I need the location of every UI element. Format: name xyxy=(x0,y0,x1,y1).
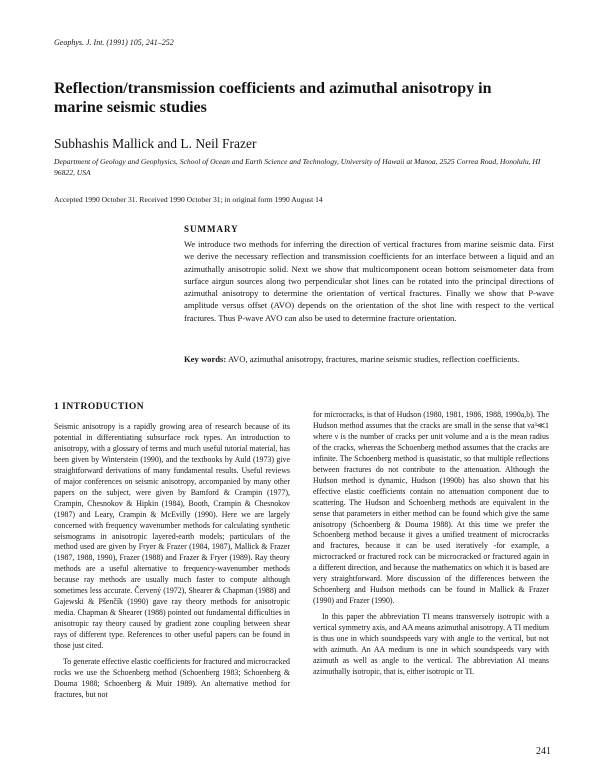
section-heading-introduction: 1 INTRODUCTION xyxy=(54,402,145,412)
right-column xyxy=(313,410,549,678)
article-title: Reflection/transmission coefficients and azimuthal anisotropy in marine seismic studies xyxy=(54,80,492,116)
journal-citation: Geophys. J. Int. (1991) 105, 241–252 xyxy=(54,38,174,47)
submission-dates: Accepted 1990 October 31. Received 1990 October 31; in original form 1990 August 14 xyxy=(54,195,323,204)
summary-heading: SUMMARY xyxy=(184,224,239,234)
keywords-label: Key words: xyxy=(184,354,227,364)
left-column xyxy=(54,422,290,701)
keywords-list: AVO, azimuthal anisotropy, fractures, marine seismic studies, reflection coefficients. xyxy=(227,354,520,364)
article-authors: Subhashis Mallick and L. Neil Frazer xyxy=(54,136,257,151)
intro-paragraph-3: for microcracks, is that of Hudson (1980, 1981, 1986, 1988, 1990a,b). The Hudson method assumes that the cracks are small in the sense that νa³≪1 where ν is the number of cracks per unit volume and a is the mean radius of the cracks, whereas the Schoenberg method assumes that the cracks are infinite. The Schoenberg method is quasistatic, so that multiple reflections between fractures do not contribute to the attenuation. Although the Hudson method is dynamic, Hudson (1990b) has also shown that his effective elastic coefficients contain no attenuation component due to scattering. The Hudson and Schoenberg methods are equivalent in the sense that parameters in either method can be found which give the same anisotropy (Schoenberg & Douma 1988). At this time we prefer the Schoenberg method because it gives a unified treatment of microcracks and fractures, because it can be used iteratively -for example, a microcracked or fractured rock can be microcracked or fractured again in a different direction, and because the mathematics on which it is based are very straightforward. More discussion of the differences between the Schoenberg and Hudson methods can be found in Mallick & Frazer (1990) and Frazer (1990). xyxy=(313,410,549,606)
keywords xyxy=(184,353,554,365)
intro-paragraph-1: Seismic anisotropy is a rapidly growing area of research because of its potential in differentiating subsurface rock types. An introduction to anisotropy, with a glossary of terms and much useful tutorial material, has been given by Winterstein (1990), and the textbooks by Auld (1973) give straightforward derivations of many fundamental results. Useful reviews of major conferences on seismic anisotropy, accompanied by many other papers on the subject, were given by Bamford & Crampin (1977), Crampin, Chesnokov & Hipkin (1984), Booth, Crampin & Chesnokov (1987) and Leary, Crampin & McEvilly (1990). Here we are largely concerned with frequency wavenumber methods for calculating synthetic seismograms in anisotropic layered-earth models; particulars of the method used are given by Fryer & Frazer (1984, 1987), Mallick & Frazer (1987, 1988, 1990), Frazer (1988) and Frazer & Fryer (1989). Ray theory methods are a useful alternative to frequency-wavenumber methods because ray methods are usually much faster to compute although sometimes less accurate. Červený (1972), Shearer & Chapman (1988) and Gajewski & Pšenčík (1990) gave ray theory methods for anisotropic media. Chapman & Shearer (1988) pointed out fundamental difficulties in anisotropic ray theory caused by gradient zone coupling between shear rays of different type. References to other useful papers can be found in those just cited. xyxy=(54,422,290,651)
intro-paragraph-2: To generate effective elastic coefficients for fractured and microcracked rocks we use the Schoenberg method (Schoenberg 1983; Schoenberg & Douma 1988; Schoenberg & Muir 1989). An alternative method for fractures, but not xyxy=(54,657,290,699)
author-affiliation: Department of Geology and Geophysics, School of Ocean and Earth Science and Technology, University of Hawaii at Manoa, 2525 Correa Road, Honolulu, HI 96822, USA xyxy=(54,157,541,177)
summary-text: We introduce two methods for inferring the direction of vertical fractures from marine seismic data. First we derive the necessary reflection and transmission coefficients for an interface between a liquid and an azimuthally anisotropic solid. Next we show that multicomponent ocean bottom seismometer data from surface airgun sources along two perpendicular shot lines can be rotated into the principal directions of azimuthal anisotropy to determine the orientation of vertical fractures. Finally we show that P-wave amplitude versus offset (AVO) depends on the orientation of the shot line with respect to the vertical fractures. Thus P-wave AVO can also be used to determine fracture orientation. xyxy=(184,239,554,323)
page-number: 241 xyxy=(536,746,551,757)
intro-paragraph-4: In this paper the abbreviation TI means transversely isotropic with a vertical symmetry axis, and AA means azimuthal anisotropy. A TI medium is thus one in which soundspeeds vary with angle to the vertical, but not with azimuth. An AA medium is one in which soundspeeds vary with azimuth as well as angle to the vertical. The abbreviation AI means azimuthally isotropic, that is, either isotropic or TI. xyxy=(313,612,549,676)
